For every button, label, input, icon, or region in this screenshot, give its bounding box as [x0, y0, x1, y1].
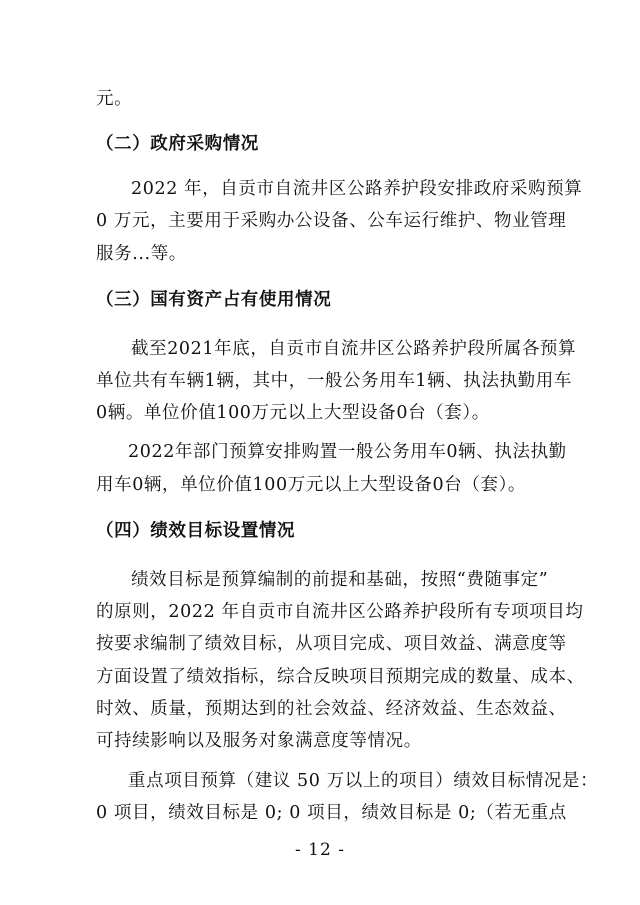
- text-line: 0辆。单位价值100万元以上大型设备0台（套）。: [96, 403, 490, 423]
- text-line: 服务...等。: [96, 244, 187, 264]
- text-line: 2022 年，自贡市自流井区公路养护段安排政府采购预算: [131, 179, 583, 199]
- text-line: 方面设置了绩效指标，综合反映项目预期完成的数量、成本、: [96, 667, 585, 687]
- section-heading-performance-goals: （四）绩效目标设置情况: [96, 521, 296, 541]
- text-line: 2022年部门预算安排购置一般公务用车0辆、执法执勤: [128, 442, 567, 462]
- text-line: 单位共有车辆1辆，其中，一般公务用车1辆、执法执勤用车: [96, 371, 572, 391]
- text-line: 用车0辆，单位价值100万元以上大型设备0台（套）。: [96, 475, 527, 495]
- section-heading-government-procurement: （二）政府采购情况: [96, 134, 259, 154]
- text-line: 0 项目，绩效目标是 0; 0 项目，绩效目标是 0;（若无重点: [96, 803, 567, 823]
- text-line: 重点项目预算（建议 50 万以上的项目）绩效目标情况是：: [128, 771, 599, 791]
- text-line: 按要求编制了绩效目标，从项目完成、项目效益、满意度等: [96, 634, 567, 654]
- text-line: 时效、质量，预期达到的社会效益、经济效益、生态效益、: [96, 699, 567, 719]
- text-line: 的原则，2022 年自贡市自流井区公路养护段所有专项项目均: [96, 602, 584, 622]
- section-heading-state-assets: （三）国有资产占有使用情况: [96, 290, 332, 310]
- text-line: 元。: [96, 89, 133, 109]
- text-line: 可持续影响以及服务对象满意度等情况。: [96, 731, 422, 751]
- text-line: 绩效目标是预算编制的前提和基础，按照“费随事定”: [131, 570, 549, 590]
- text-line: 0 万元，主要用于采购办公设备、公车运行维护、物业管理: [96, 211, 567, 231]
- text-line: 截至2021年底，自贡市自流井区公路养护段所属各预算: [131, 339, 577, 359]
- page-number: - 12 -: [295, 840, 345, 860]
